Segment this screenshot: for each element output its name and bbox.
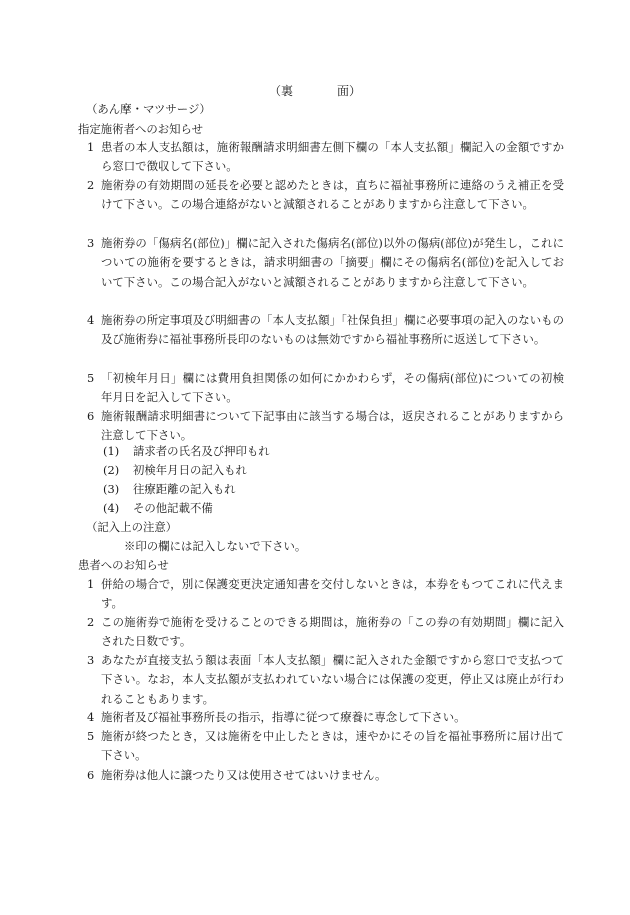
patient-notice-item xyxy=(80,575,564,614)
service-type-label: （あん摩・マツサージ） xyxy=(86,102,211,116)
item-number: 4 xyxy=(87,313,95,327)
page-side-title xyxy=(0,82,630,100)
item-number: 4 xyxy=(87,710,95,724)
title-left: （裏 xyxy=(268,84,293,98)
item-number: 6 xyxy=(87,409,95,423)
sub-item-text: その他記載不備 xyxy=(133,501,213,515)
practitioner-notice-item xyxy=(80,369,564,408)
item-text: 施術券の「傷病名(部位)」欄に記入された傷病名(部位)以外の傷病(部位)が発生し，これについての施術を要するときは，請求明細書の「摘要」欄にその傷病名(部位)を記入しておいて下さい。この場合記入がないと減額されることがありますから注意して下さい。 xyxy=(101,236,564,289)
item-text: 患者の本人支払額は，施術報酬請求明細書左側下欄の「本人支払額」欄記入の金額ですから窓口で徴収して下さい。 xyxy=(101,140,564,174)
practitioner-notice-item xyxy=(80,176,564,215)
practitioner-notice-heading: 指定施術者へのお知らせ xyxy=(78,122,203,136)
item-number: 2 xyxy=(87,178,95,192)
item-text: 「初検年月日」欄には費用負担関係の如何にかかわらず，その傷病(部位)についての初検年月日を記入して下さい。 xyxy=(101,371,564,405)
item-text: 施術が終つたとき，又は施術を中止したときは，速やかにその旨を福祉事務所に届け出て下さい。 xyxy=(101,729,564,763)
sub-item-text: 請求者の氏名及び押印もれ xyxy=(133,444,270,458)
patient-notice-item xyxy=(80,651,564,709)
item-number: 1 xyxy=(87,140,95,154)
return-reason-item xyxy=(103,462,247,479)
practitioner-notice-item xyxy=(80,138,564,177)
sub-item-text: 初検年月日の記入もれ xyxy=(133,463,247,477)
item-text: この施術券で施術を受けることのできる期間は，施術券の「この券の有効期間」欄に記入された日数です。 xyxy=(101,615,564,649)
patient-notice-item xyxy=(80,613,564,652)
sub-item-number: (4) xyxy=(103,501,120,515)
item-number: 6 xyxy=(87,768,95,782)
item-number: 1 xyxy=(87,577,95,591)
item-text: 施術報酬請求明細書について下記事由に該当する場合は，返戻されることがありますから注意して下さい。 xyxy=(101,409,564,443)
item-text: 併給の場合で，別に保護変更決定通知書を交付しないときは，本券をもつてこれに代えます。 xyxy=(101,577,564,611)
sub-item-number: (1) xyxy=(103,444,120,458)
item-number: 3 xyxy=(87,653,95,667)
item-text: 施術券の所定事項及び明細書の「本人支払額」「社保負担」欄に必要事項の記入のないもの及び施術券に福祉事務所長印のないものは無効ですから福祉事務所に返送して下さい。 xyxy=(101,313,564,347)
item-text: 施術券の有効期間の延長を必要と認めたときは，直ちに福祉事務所に連絡のうえ補正を受けて下さい。この場合連絡がないと減額されることがありますから注意して下さい。 xyxy=(101,178,564,212)
item-text: 施術券は他人に譲つたり又は使用させてはいけません。 xyxy=(101,768,387,782)
title-right: 面） xyxy=(337,84,362,98)
practitioner-notice-item xyxy=(80,407,564,446)
patient-notice-item xyxy=(80,708,564,727)
item-number: 3 xyxy=(87,236,95,250)
return-reason-item xyxy=(103,500,213,517)
sub-item-text: 往療距離の記入もれ xyxy=(133,482,236,496)
item-number: 2 xyxy=(87,615,95,629)
sub-item-number: (2) xyxy=(103,463,120,477)
return-reason-item xyxy=(103,481,236,498)
item-number: 5 xyxy=(87,371,95,385)
entry-notes-text: ※印の欄には記入しないで下さい。 xyxy=(124,539,307,553)
item-text: 施術者及び福祉事務所長の指示，指導に従つて療養に専念して下さい。 xyxy=(101,710,466,724)
patient-notice-heading: 患者へのお知らせ xyxy=(78,558,169,572)
sub-item-number: (3) xyxy=(103,482,120,496)
practitioner-notice-item xyxy=(80,311,564,350)
item-number: 5 xyxy=(87,729,95,743)
patient-notice-item xyxy=(80,727,564,766)
return-reason-item xyxy=(103,443,270,460)
patient-notice-item xyxy=(80,766,564,785)
item-text: あなたが直接支払う額は表面「本人支払額」欄に記入された金額ですから窓口で支払つて下さい。なお，本人支払額が支払われていない場合には保護の変更，停止又は廃止が行われることもあります。 xyxy=(101,653,564,706)
practitioner-notice-item xyxy=(80,234,564,292)
entry-notes-heading: （記入上の注意） xyxy=(86,520,178,534)
